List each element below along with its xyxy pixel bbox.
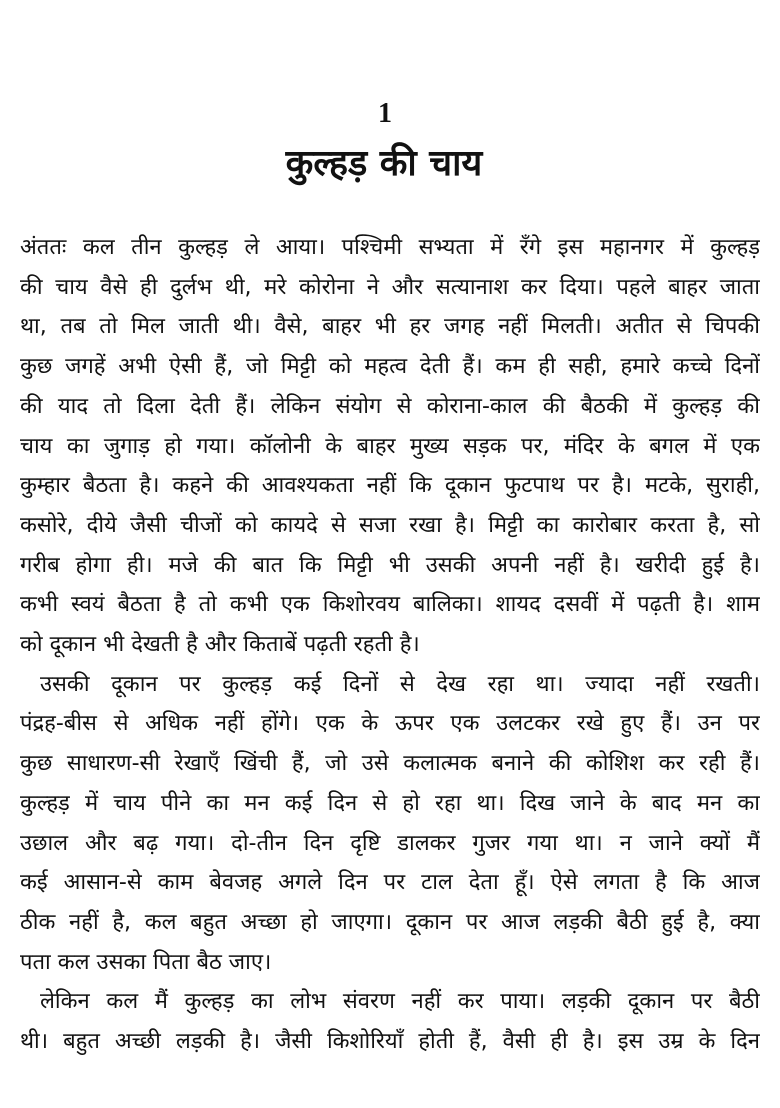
chapter-number: 1: [378, 98, 392, 129]
text-line: थी। बहुत अच्छी लड़की है। जैसी किशोरियाँ होती हैं, वैसी ही है। इस उम्र के दिन: [20, 1029, 760, 1055]
text-line: पंद्रह-बीस से अधिक नहीं होंगे। एक के ऊपर एक उलटकर रखे हुए हैं। उन पर: [20, 711, 760, 737]
body-text: [20, 228, 760, 1062]
text-line: कसोरे, दीये जैसी चीजों को कायदे से सजा रखा है। मिट्टी का कारोबार करता है, सो: [20, 512, 760, 538]
text-line: कुछ साधारण-सी रेखाएँ खिंची हैं, जो उसे कलात्मक बनाने की कोशिश कर रही हैं।: [20, 751, 760, 777]
text-line: की याद तो दिला देती हैं। लेकिन संयोग से कोराना-काल की बैठकी में कुल्हड़ की: [20, 393, 760, 419]
text-line: की चाय वैसे ही दुर्लभ थी, मरे कोरोना ने और सत्यानाश कर दिया। पहले बाहर जाता: [20, 274, 760, 300]
text-line: ठीक नहीं है, कल बहुत अच्छा हो जाएगा। दूकान पर आज लड़की बैठी हुई है, क्या: [20, 909, 760, 935]
chapter-title: कुल्हड़ की चाय: [285, 143, 483, 184]
text-line: चाय का जुगाड़ हो गया। कॉलोनी के बाहर मुख्य सड़क पर, मंदिर के बगल में एक: [20, 433, 760, 459]
text-line: पता कल उसका पिता बैठ जाए।: [20, 949, 272, 975]
text-line: लेकिन कल मैं कुल्हड़ का लोभ संवरण नहीं कर पाया। लड़की दूकान पर बैठी: [40, 989, 760, 1015]
text-line: कभी स्वयं बैठता है तो कभी एक किशोरवय बालिका। शायद दसवीं में पढ़ती है। शाम: [20, 592, 760, 618]
text-line: उसकी दूकान पर कुल्हड़ कई दिनों से देख रहा था। ज्यादा नहीं रखती।: [40, 671, 760, 697]
text-line: कुल्हड़ में चाय पीने का मन कई दिन से हो रहा था। दिख जाने के बाद मन का: [20, 790, 760, 816]
text-line: अंततः कल तीन कुल्हड़ ले आया। पश्चिमी सभ्यता में रँगे इस महानगर में कुल्हड़: [20, 235, 760, 260]
text-line: उछाल और बढ़ गया। दो-तीन दिन दृष्टि डालकर गुजर गया था। न जाने क्यों मैं: [20, 830, 760, 856]
text-line: था, तब तो मिल जाती थी। वैसे, बाहर भी हर जगह नहीं मिलती। अतीत से चिपकी: [20, 314, 760, 340]
text-line: गरीब होगा ही। मजे की बात कि मिट्टी भी उसकी अपनी नहीं है। खरीदी हुई है।: [20, 552, 760, 578]
text-line: कई आसान-से काम बेवजह अगले दिन पर टाल देता हूँ। ऐसे लगता है कि आज: [20, 870, 760, 896]
text-line: कुम्हार बैठता है। कहने की आवश्यकता नहीं कि दूकान फुटपाथ पर है। मटके, सुराही,: [20, 473, 760, 499]
paragraph-1: [20, 228, 760, 665]
text-line: को दूकान भी देखती है और किताबें पढ़ती रहती है।: [20, 632, 420, 658]
paragraph-3: [20, 982, 760, 1061]
paragraph-2: [20, 665, 760, 983]
text-line: कुछ जगहें अभी ऐसी हैं, जो मिट्टी को महत्व देती हैं। कम ही सही, हमारे कच्चे दिनों: [20, 354, 760, 380]
